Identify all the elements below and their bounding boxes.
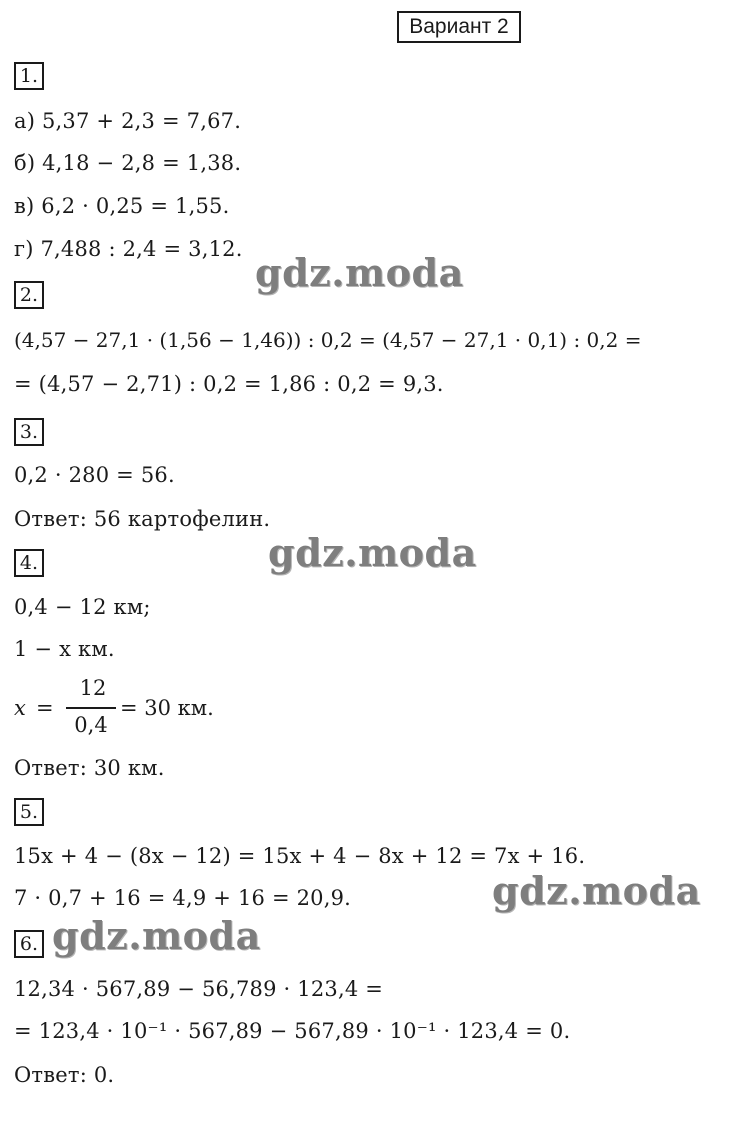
task-number-6: 6. [14, 930, 44, 958]
task-number-2: 2. [14, 281, 44, 309]
fraction-bar [66, 707, 116, 709]
task1-line-b: б) 4,18 − 2,8 = 1,38. [14, 151, 242, 175]
fraction-variable: x [14, 696, 26, 720]
task4-answer: Ответ: 30 км. [14, 756, 165, 780]
task3-answer: Ответ: 56 картофелин. [14, 507, 271, 531]
task6-answer: Ответ: 0. [14, 1063, 115, 1087]
task5-line-2: 7 · 0,7 + 16 = 4,9 + 16 = 20,9. [14, 886, 352, 910]
task4-line-1: 0,4 − 12 км; [14, 595, 151, 619]
task6-line-1: 12,34 · 567,89 − 56,789 · 123,4 = [14, 977, 384, 1001]
task1-line-d: г) 7,488 : 2,4 = 3,12. [14, 237, 243, 261]
task2-line-2: = (4,57 − 2,71) : 0,2 = 1,86 : 0,2 = 9,3. [14, 372, 444, 396]
fraction-denominator: 0,4 [74, 713, 108, 737]
task4-line-2: 1 − x км. [14, 637, 115, 661]
task1-line-c: в) 6,2 · 0,25 = 1,55. [14, 194, 230, 218]
task5-line-1: 15x + 4 − (8x − 12) = 15x + 4 − 8x + 12 = 7x + 16. [14, 844, 586, 868]
task-number-3: 3. [14, 418, 44, 446]
task3-line-1: 0,2 · 280 = 56. [14, 463, 175, 487]
watermark: gdz.moda [52, 913, 261, 958]
fraction-result: = 30 км. [120, 696, 214, 720]
task2-line-1: (4,57 − 27,1 · (1,56 − 1,46)) : 0,2 = (4,57 − 27,1 · 0,1) : 0,2 = [14, 328, 642, 352]
fraction-equals: = [36, 696, 54, 720]
watermark: gdz.moda [255, 250, 464, 295]
task-number-1: 1. [14, 62, 44, 90]
task6-line-2: = 123,4 · 10⁻¹ · 567,89 − 567,89 · 10⁻¹ · 123,4 = 0. [14, 1019, 571, 1043]
task-number-4: 4. [14, 549, 44, 577]
watermark: gdz.moda [492, 868, 701, 913]
variant-title: Вариант 2 [397, 11, 521, 43]
watermark: gdz.moda [268, 530, 477, 575]
fraction-numerator: 12 [79, 676, 107, 700]
task-number-5: 5. [14, 798, 44, 826]
task1-line-a: а) 5,37 + 2,3 = 7,67. [14, 109, 242, 133]
